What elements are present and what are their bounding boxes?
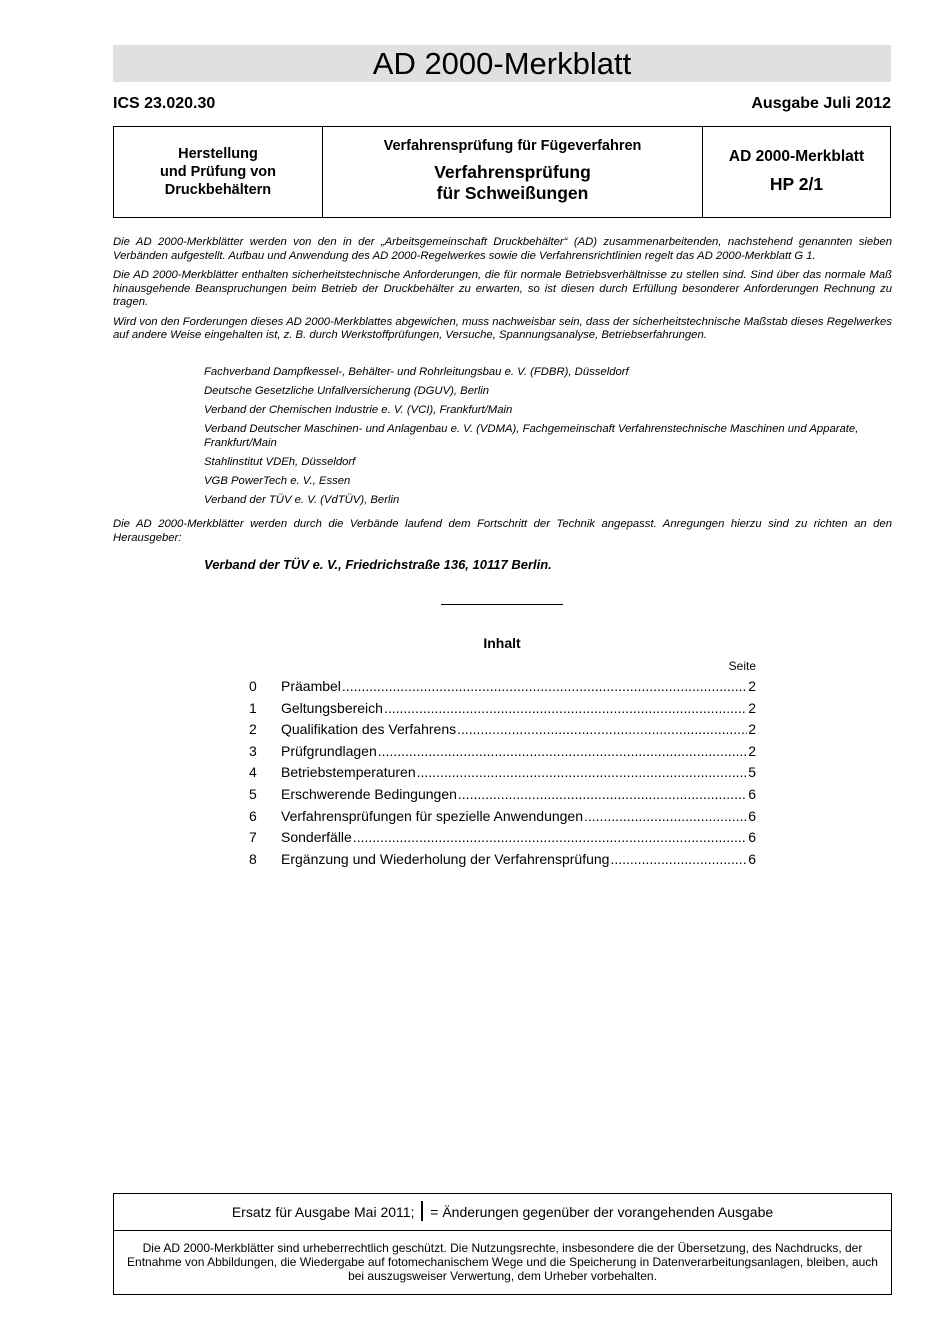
toc-number: 5 xyxy=(249,785,257,802)
toc-page: 6 xyxy=(748,829,756,846)
toc-number: 1 xyxy=(249,699,257,716)
footer-replacement-note xyxy=(114,1194,891,1231)
toc-page: 2 xyxy=(748,721,756,738)
intro-paragraph: Wird von den Forderungen dieses AD 2000-Merkblattes abgewichen, muss nachweisbar sein, dass der sicherheitstechnische Maßstab dieses Regelwerkes auf andere Weise eingehalten ist, z. B. durch Werkstoffprüfungen, Versuche, Spannungsanalyse, Betriebserfahrungen. xyxy=(113,315,892,341)
toc-title: Verfahrensprüfungen für spezielle Anwendungen xyxy=(281,807,583,824)
header-category-line: Druckbehältern xyxy=(164,182,272,198)
association-item: Fachverband Dampfkessel-, Behälter- und Rohrleitungsbau e. V. (FDBR), Düsseldorf xyxy=(204,366,629,378)
toc-number: 8 xyxy=(249,850,257,867)
toc-page-label: Seite xyxy=(728,659,756,673)
toc-number: 2 xyxy=(249,721,257,738)
intro-paragraph: Die AD 2000-Merkblätter werden von den in der „Arbeitsgemeinschaft Druckbehälter“ (AD) zusammenarbeitenden, nachstehend genannten sieben Verbänden aufgestellt. Aufbau und Anwendung des AD 2000-Regelwerkes sowie die Verfahrensrichtlinien regelt das AD 2000-Merkblatt G 1. xyxy=(113,236,892,262)
header-subject-main-line: Verfahrensprüfung xyxy=(434,162,591,182)
footer-copyright: Die AD 2000-Merkblätter sind urheberrechtlich geschützt. Die Nutzungsrechte, insbesondere die der Übersetzung, des Nachdrucks, der Entnahme von Abbildungen, die Wiedergabe auf fotomechanischem Wege und die Speicherung in Datenverarbeitungsanlagen, bleiben, auch bei auszugsweiser Verwertung, dem Urheber vorbehalten. xyxy=(127,1241,878,1283)
header-subject xyxy=(323,127,703,217)
toc-entry[interactable] xyxy=(249,721,756,743)
toc-title: Prüfgrundlagen xyxy=(281,742,377,759)
header-table xyxy=(113,126,891,218)
footer-changes-text: = Änderungen gegenüber der vorangehenden Ausgabe xyxy=(430,1204,774,1220)
publisher-address: Verband der TÜV e. V., Friedrichstraße 136, 10117 Berlin. xyxy=(204,557,552,572)
toc-number: 6 xyxy=(249,807,257,824)
header-sheet-label: AD 2000-Merkblatt xyxy=(728,148,865,165)
document-title: AD 2000-Merkblatt xyxy=(113,45,891,82)
update-note: Die AD 2000-Merkblätter werden durch die Verbände laufend dem Fortschritt der Technik angepasst. Anregungen hierzu sind zu richten an den Herausgeber: xyxy=(113,518,892,544)
toc-leader xyxy=(458,786,747,802)
toc-number: 7 xyxy=(249,829,257,846)
association-item: Deutsche Gesetzliche Unfallversicherung (DGUV), Berlin xyxy=(204,385,490,397)
association-list xyxy=(204,366,864,513)
toc-title: Qualifikation des Verfahrens xyxy=(281,721,457,738)
change-bar-icon xyxy=(421,1201,423,1221)
edition-date: Ausgabe Juli 2012 xyxy=(751,95,891,112)
header-subject-main-line: für Schweißungen xyxy=(436,183,589,203)
toc-leader xyxy=(610,851,747,867)
toc-title: Ergänzung und Wiederholung der Verfahrensprüfung xyxy=(281,850,610,867)
header-category-line: Herstellung xyxy=(178,146,258,162)
toc-entry[interactable] xyxy=(249,829,756,851)
ics-code: ICS 23.020.30 xyxy=(113,95,216,112)
toc-leader xyxy=(584,808,747,824)
toc-title: Betriebstemperaturen xyxy=(281,764,416,781)
separator-line xyxy=(441,604,563,605)
association-item: Stahlinstitut VDEh, Düsseldorf xyxy=(204,455,356,468)
toc-heading: Inhalt xyxy=(483,635,521,651)
toc-number: 0 xyxy=(249,678,257,694)
association-item: Verband Deutscher Maschinen- und Anlagenbau e. V. (VDMA), Fachgemeinschaft Verfahrenstechnische Maschinen und Apparate, Frankfurt/Main xyxy=(204,423,859,449)
association-item: VGB PowerTech e. V., Essen xyxy=(204,474,351,487)
header-category-line: und Prüfung von xyxy=(160,164,276,180)
toc-title: Geltungsbereich xyxy=(281,699,383,716)
toc-leader xyxy=(342,678,747,694)
intro-paragraph: Die AD 2000-Merkblätter enthalten sicherheitstechnische Anforderungen, die für normale Betriebsverhältnisse zu stellen sind. Sind über das normale Maß hinausgehende Beanspruchungen beim Betrieb der Druckbehälter zu erwarten, so ist diesen durch Erfüllung besonderer Anforderungen Rechnung zu tragen. xyxy=(113,269,892,308)
toc-page: 6 xyxy=(748,850,756,867)
toc-page: 5 xyxy=(748,764,756,781)
toc-page: 2 xyxy=(748,699,756,716)
intro-text xyxy=(113,236,892,349)
toc-page: 2 xyxy=(748,678,756,694)
toc-title: Präambel xyxy=(281,678,341,694)
table-of-contents xyxy=(249,678,756,872)
toc-leader xyxy=(417,764,748,780)
header-sheet-number: HP 2/1 xyxy=(769,174,824,194)
toc-number: 3 xyxy=(249,742,257,759)
toc-page: 6 xyxy=(748,785,756,802)
toc-page: 2 xyxy=(748,742,756,759)
toc-entry[interactable] xyxy=(249,764,756,786)
toc-leader xyxy=(384,700,747,716)
toc-entry[interactable] xyxy=(249,700,756,722)
header-subject-main xyxy=(323,162,702,204)
toc-leader xyxy=(457,721,747,737)
toc-leader xyxy=(378,743,747,759)
toc-entry[interactable] xyxy=(249,678,756,700)
toc-title: Sonderfälle xyxy=(281,829,352,846)
toc-entry[interactable] xyxy=(249,851,756,873)
toc-leader xyxy=(353,829,747,845)
toc-entry[interactable] xyxy=(249,786,756,808)
footer-box xyxy=(113,1193,892,1295)
association-item: Verband der Chemischen Industrie e. V. (VCI), Frankfurt/Main xyxy=(204,404,513,416)
toc-page: 6 xyxy=(748,807,756,824)
toc-entry[interactable] xyxy=(249,743,756,765)
association-item: Verband der TÜV e. V. (VdTÜV), Berlin xyxy=(204,493,400,506)
header-sheet-id xyxy=(703,127,890,217)
toc-entry[interactable] xyxy=(249,808,756,830)
toc-number: 4 xyxy=(249,764,257,781)
header-category xyxy=(114,127,323,217)
header-subject-sub: Verfahrensprüfung für Fügeverfahren xyxy=(383,138,642,154)
toc-title: Erschwerende Bedingungen xyxy=(281,785,457,802)
footer-replacement-text: Ersatz für Ausgabe Mai 2011; xyxy=(231,1204,415,1220)
